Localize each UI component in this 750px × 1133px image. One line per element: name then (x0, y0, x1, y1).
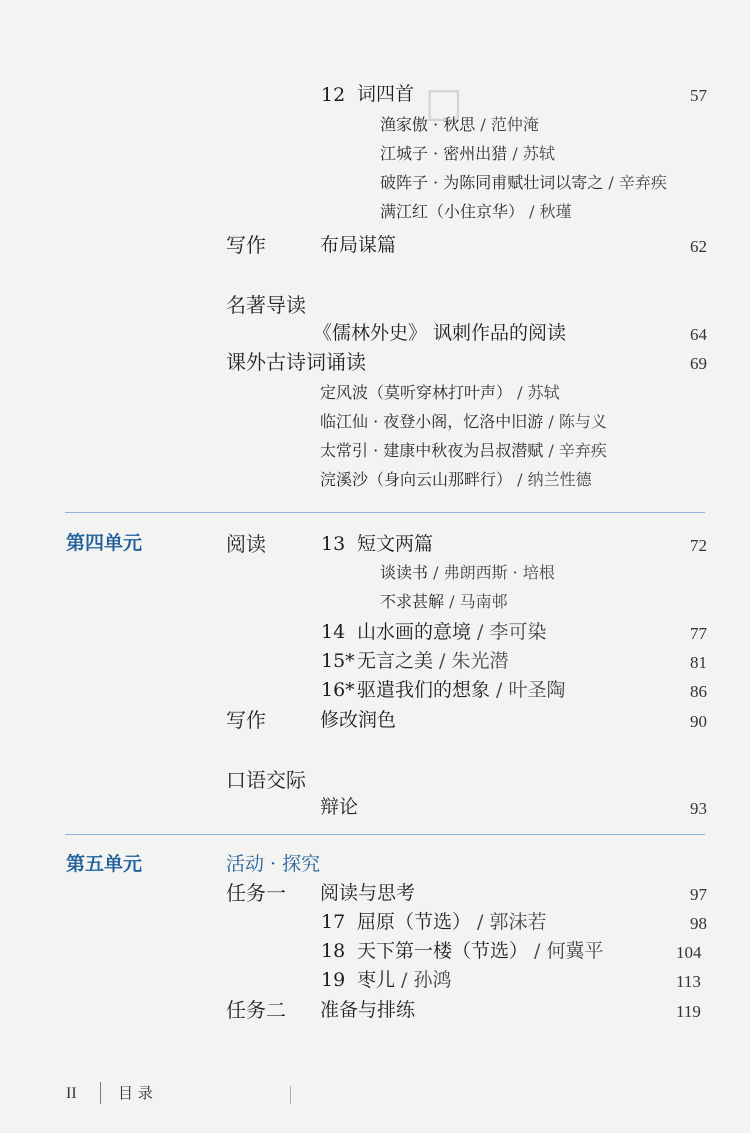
task-label: 任务二 (226, 998, 286, 1022)
lesson-entry[interactable] (357, 942, 604, 961)
lesson-author: / 朱光潜 (433, 650, 509, 672)
oral-label: 口语交际 (226, 768, 306, 792)
unit-label[interactable]: 第四单元 (66, 532, 143, 554)
poem-title: 渔家傲 · 秋思 (380, 115, 476, 134)
essay-title: 不求甚解 (380, 592, 445, 611)
poem-author: / 纳兰性德 (512, 470, 592, 489)
lesson-entry[interactable] (357, 971, 452, 990)
recite-poem-entry[interactable] (320, 385, 560, 401)
poem-author: / 范仲淹 (475, 115, 539, 134)
lesson-author: / 李可染 (471, 621, 547, 643)
lesson-author: / 郭沫若 (471, 911, 547, 933)
poem-author: / 陈与义 (543, 412, 607, 431)
poem-title: 临江仙 · 夜登小阁，忆洛中旧游 (320, 412, 544, 431)
footer-title: 目 录 (118, 1084, 153, 1102)
lesson-number: 13 (321, 533, 346, 555)
page-number: 113 (676, 972, 701, 991)
page-number: 97 (690, 885, 707, 904)
task-title[interactable]: 阅读与思考 (320, 882, 416, 904)
task-title[interactable]: 准备与排练 (320, 999, 416, 1021)
unit-label[interactable]: 第五单元 (66, 853, 143, 875)
poem-title: 浣溪沙（身向云山那畔行） (320, 470, 513, 489)
poem-entry[interactable] (380, 204, 572, 220)
page-number: 93 (690, 799, 707, 818)
poem-title: 太常引 · 建康中秋夜为吕叔潜赋 (320, 441, 544, 460)
page-number: 57 (690, 86, 707, 105)
section-divider (65, 834, 705, 835)
page-number: 119 (676, 1002, 701, 1021)
writing-title[interactable]: 布局谋篇 (320, 234, 397, 256)
recite-poem-entry[interactable] (320, 472, 592, 488)
poem-entry[interactable] (380, 117, 539, 133)
page-number: 104 (676, 943, 702, 962)
essay-entry[interactable] (380, 594, 508, 610)
page-number: 69 (690, 354, 707, 373)
essay-title: 谈读书 (380, 563, 429, 582)
lesson-title: 无言之美 (357, 650, 434, 672)
poem-title: 破阵子 · 为陈同甫赋壮词以寄之 (380, 173, 604, 192)
lesson-title: 天下第一楼（节选） (357, 940, 529, 962)
lesson-title: 枣儿 (357, 969, 396, 991)
lesson-entry[interactable] (357, 681, 566, 700)
recite-poem-entry[interactable] (320, 414, 607, 430)
lesson-entry[interactable] (357, 913, 547, 932)
page-number: 62 (690, 237, 707, 256)
essay-author: / 马南邨 (444, 592, 508, 611)
poem-entry[interactable] (380, 146, 555, 162)
lesson-author: / 叶圣陶 (490, 679, 566, 701)
page-number: 64 (690, 325, 707, 344)
recite-label[interactable]: 课外古诗词诵读 (226, 350, 366, 374)
page-number: 90 (690, 712, 707, 731)
footer-page-number: II (66, 1085, 77, 1102)
lesson-number: 16* (321, 679, 355, 701)
lesson-number: 14 (321, 621, 346, 643)
lesson-title: 山水画的意境 (357, 621, 472, 643)
classics-title[interactable]: 《儒林外史》 讽刺作品的阅读 (313, 322, 567, 344)
lesson-number: 12 (321, 84, 346, 106)
page-number: 98 (690, 914, 707, 933)
bleed-through-mark: □ (425, 80, 463, 126)
poem-author: / 辛弃疾 (603, 173, 667, 192)
recite-poem-entry[interactable] (320, 443, 607, 459)
poem-author: / 秋瑾 (524, 202, 572, 221)
lesson-title[interactable]: 短文两篇 (357, 533, 434, 555)
lesson-author: / 孙鸿 (395, 969, 452, 991)
lesson-author: / 何冀平 (528, 940, 604, 962)
essay-author: / 弗朗西斯 · 培根 (428, 563, 555, 582)
classics-label: 名著导读 (226, 293, 306, 317)
essay-entry[interactable] (380, 565, 555, 581)
writing-label: 写作 (226, 708, 266, 732)
page-number: 86 (690, 682, 707, 701)
poem-author: / 苏轼 (507, 144, 555, 163)
oral-title[interactable]: 辩论 (320, 796, 359, 818)
poem-entry[interactable] (380, 175, 667, 191)
lesson-number: 19 (321, 969, 346, 991)
task-label: 任务一 (226, 881, 286, 905)
writing-title[interactable]: 修改润色 (320, 709, 397, 731)
lesson-number: 18 (321, 940, 346, 962)
poem-author: / 辛弃疾 (543, 441, 607, 460)
writing-label: 写作 (226, 233, 266, 257)
lesson-title: 驱遣我们的想象 (357, 679, 491, 701)
poem-title: 江城子 · 密州出猎 (380, 144, 508, 163)
lesson-entry[interactable] (357, 652, 509, 671)
footer-divider (290, 1086, 291, 1104)
lesson-number: 15* (321, 650, 355, 672)
page-number: 72 (690, 536, 707, 555)
poem-author: / 苏轼 (512, 383, 560, 402)
reading-label: 阅读 (226, 532, 266, 556)
lesson-number: 17 (321, 911, 346, 933)
page-number: 81 (690, 653, 707, 672)
lesson-entry[interactable] (357, 623, 547, 642)
lesson-title: 屈原（节选） (357, 911, 472, 933)
section-divider (65, 512, 705, 513)
footer-divider (100, 1082, 101, 1104)
lesson-title[interactable]: 词四首 (357, 83, 415, 105)
poem-title: 定风波（莫听穿林打叶声） (320, 383, 513, 402)
poem-title: 满江红（小住京华） (380, 202, 525, 221)
page-number: 77 (690, 624, 707, 643)
activity-label[interactable]: 活动 · 探究 (226, 853, 321, 875)
